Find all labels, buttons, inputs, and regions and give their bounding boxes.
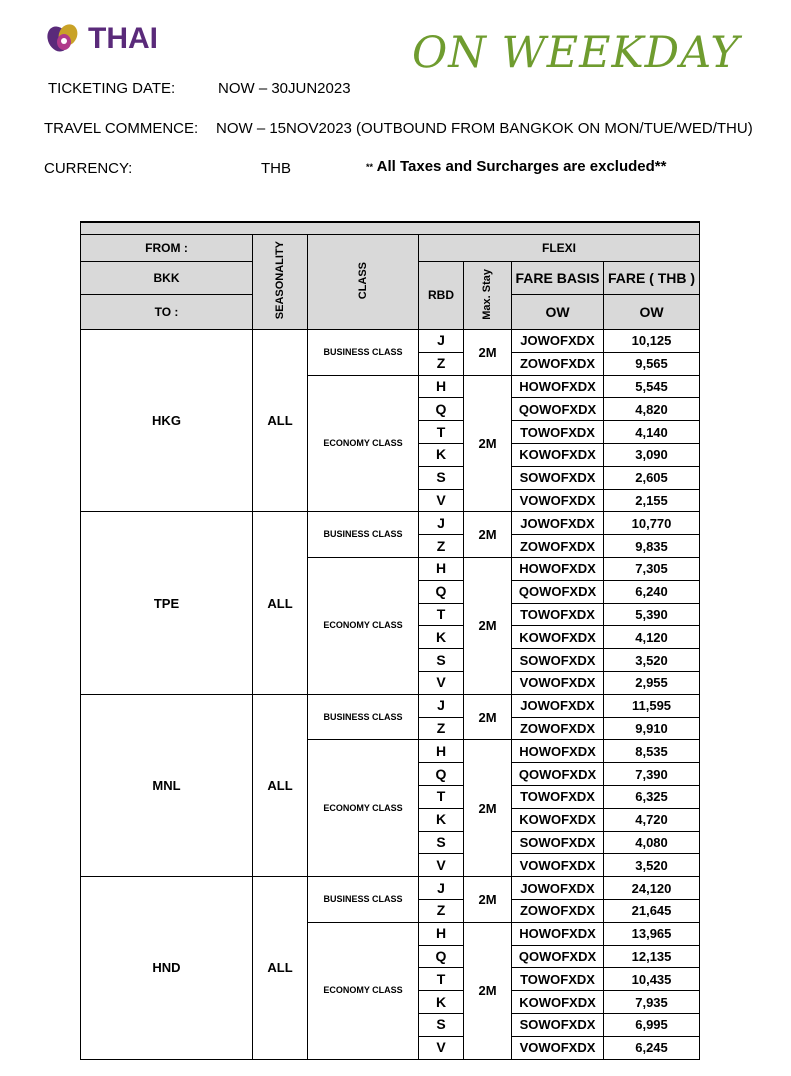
fare-amount: 10,435: [604, 968, 700, 991]
fare-basis-code: ZOWOFXDX: [512, 899, 604, 922]
fare-amount: 21,645: [604, 899, 700, 922]
fare-basis-code: QOWOFXDX: [512, 398, 604, 421]
table-row: [81, 877, 700, 900]
fare-amount: 2,605: [604, 466, 700, 489]
max-stay-value: 2M: [464, 557, 512, 694]
max-stay-value: 2M: [464, 740, 512, 877]
thai-logo: [46, 22, 158, 56]
rbd-code: H: [419, 740, 464, 763]
fare-basis-code: QOWOFXDX: [512, 945, 604, 968]
rbd-label: RBD: [419, 262, 464, 330]
seasonality-header: [253, 235, 308, 330]
class-name: BUSINESS CLASS: [308, 512, 419, 558]
fare-amount: 9,835: [604, 535, 700, 558]
max-stay-value: 2M: [464, 375, 512, 512]
logo-text: THAI: [88, 22, 158, 55]
seasonality-label: SEASONALITY: [273, 241, 286, 320]
seasonality-value: ALL: [253, 330, 308, 512]
rbd-code: T: [419, 968, 464, 991]
rbd-code: J: [419, 694, 464, 717]
class-name: ECONOMY CLASS: [308, 740, 419, 877]
rbd-code: Z: [419, 535, 464, 558]
fare-amount: 8,535: [604, 740, 700, 763]
fare-amount: 6,995: [604, 1013, 700, 1036]
fare-amount: 6,240: [604, 580, 700, 603]
fare-amount: 3,520: [604, 854, 700, 877]
rbd-code: H: [419, 375, 464, 398]
rbd-code: Z: [419, 717, 464, 740]
tax-note-text: All Taxes and Surcharges are excluded**: [373, 158, 667, 175]
ticketing-date-label: TICKETING DATE:: [48, 80, 176, 97]
fare-amount: 9,565: [604, 352, 700, 375]
fare-basis-code: JOWOFXDX: [512, 877, 604, 900]
fare-amount: 2,955: [604, 671, 700, 694]
ow-label-basis: OW: [512, 295, 604, 330]
class-header: [308, 235, 419, 330]
currency-value: THB: [261, 160, 291, 177]
max-stay-value: 2M: [464, 922, 512, 1059]
rbd-code: V: [419, 1036, 464, 1059]
class-name: BUSINESS CLASS: [308, 330, 419, 376]
fare-amount: 4,080: [604, 831, 700, 854]
fare-basis-code: JOWOFXDX: [512, 694, 604, 717]
rbd-code: Q: [419, 945, 464, 968]
seasonality-value: ALL: [253, 512, 308, 694]
fare-amount: 13,965: [604, 922, 700, 945]
fare-basis-code: KOWOFXDX: [512, 443, 604, 466]
fare-amount: 10,770: [604, 512, 700, 535]
fare-amount: 6,325: [604, 785, 700, 808]
class-name: ECONOMY CLASS: [308, 922, 419, 1059]
max-stay-value: 2M: [464, 512, 512, 558]
rbd-code: T: [419, 421, 464, 444]
rbd-code: Q: [419, 580, 464, 603]
currency-label: CURRENCY:: [44, 160, 133, 177]
fare-basis-code: ZOWOFXDX: [512, 717, 604, 740]
destination-code: HND: [81, 877, 253, 1059]
rbd-code: S: [419, 466, 464, 489]
rbd-code: Q: [419, 398, 464, 421]
class-name: BUSINESS CLASS: [308, 877, 419, 923]
fare-amount: 24,120: [604, 877, 700, 900]
tax-note: [366, 158, 666, 175]
rbd-code: J: [419, 877, 464, 900]
destination-code: HKG: [81, 330, 253, 512]
fare-amount: 7,305: [604, 557, 700, 580]
fare-amount: 7,390: [604, 763, 700, 786]
table-row: [81, 330, 700, 353]
max-stay-label: Max. Stay: [481, 268, 493, 320]
destination-code: TPE: [81, 512, 253, 694]
fare-basis-code: SOWOFXDX: [512, 649, 604, 672]
fare-amount: 4,820: [604, 398, 700, 421]
rbd-code: K: [419, 808, 464, 831]
rbd-code: V: [419, 489, 464, 512]
seasonality-value: ALL: [253, 694, 308, 876]
seasonality-value: ALL: [253, 877, 308, 1059]
fare-basis-code: VOWOFXDX: [512, 671, 604, 694]
rbd-code: K: [419, 443, 464, 466]
rbd-code: H: [419, 557, 464, 580]
from-label: FROM :: [81, 235, 253, 262]
fare-basis-code: SOWOFXDX: [512, 466, 604, 489]
fare-basis-label: FARE BASIS: [512, 262, 604, 295]
fare-basis-code: SOWOFXDX: [512, 831, 604, 854]
table-row: [81, 694, 700, 717]
rbd-code: Z: [419, 352, 464, 375]
fare-basis-code: HOWOFXDX: [512, 557, 604, 580]
rbd-code: J: [419, 330, 464, 353]
rbd-code: T: [419, 785, 464, 808]
fare-basis-code: SOWOFXDX: [512, 1013, 604, 1036]
fare-amount: 4,720: [604, 808, 700, 831]
fare-basis-code: VOWOFXDX: [512, 854, 604, 877]
rbd-code: S: [419, 831, 464, 854]
class-label: CLASS: [356, 261, 369, 300]
table-row: [81, 512, 700, 535]
fare-basis-code: QOWOFXDX: [512, 580, 604, 603]
fare-basis-code: VOWOFXDX: [512, 489, 604, 512]
fare-amount: 3,090: [604, 443, 700, 466]
fare-basis-code: HOWOFXDX: [512, 740, 604, 763]
fare-amount: 10,125: [604, 330, 700, 353]
travel-commence-label: TRAVEL COMMENCE:: [44, 120, 199, 137]
class-name: ECONOMY CLASS: [308, 375, 419, 512]
fare-basis-code: VOWOFXDX: [512, 1036, 604, 1059]
fare-amount: 12,135: [604, 945, 700, 968]
table-top-bar: [81, 222, 700, 235]
fare-amount: 3,520: [604, 649, 700, 672]
rbd-code: V: [419, 671, 464, 694]
rbd-code: J: [419, 512, 464, 535]
fare-basis-code: TOWOFXDX: [512, 603, 604, 626]
ticketing-date-value: NOW – 30JUN2023: [218, 80, 351, 97]
fare-basis-code: TOWOFXDX: [512, 421, 604, 444]
rbd-code: K: [419, 991, 464, 1014]
fare-basis-code: KOWOFXDX: [512, 626, 604, 649]
rbd-code: Z: [419, 899, 464, 922]
origin-code: BKK: [81, 262, 253, 295]
fare-basis-code: JOWOFXDX: [512, 512, 604, 535]
fare-basis-code: TOWOFXDX: [512, 968, 604, 991]
fare-thb-label: FARE ( THB ): [604, 262, 700, 295]
fare-basis-code: KOWOFXDX: [512, 808, 604, 831]
fare-basis-code: QOWOFXDX: [512, 763, 604, 786]
fare-amount: 7,935: [604, 991, 700, 1014]
fare-table: [80, 221, 700, 1060]
rbd-code: V: [419, 854, 464, 877]
fare-basis-code: HOWOFXDX: [512, 922, 604, 945]
destination-code: MNL: [81, 694, 253, 876]
class-name: ECONOMY CLASS: [308, 557, 419, 694]
header-row-1: [81, 235, 700, 262]
ow-label-fare: OW: [604, 295, 700, 330]
flexi-label: FLEXI: [419, 235, 700, 262]
fare-amount: 11,595: [604, 694, 700, 717]
fare-amount: 4,120: [604, 626, 700, 649]
to-label: TO :: [81, 295, 253, 330]
thai-orchid-logo-icon: [46, 22, 86, 56]
fare-amount: 2,155: [604, 489, 700, 512]
rbd-code: H: [419, 922, 464, 945]
fare-basis-code: JOWOFXDX: [512, 330, 604, 353]
fare-amount: 6,245: [604, 1036, 700, 1059]
fare-amount: 9,910: [604, 717, 700, 740]
rbd-code: Q: [419, 763, 464, 786]
headline: ON WEEKDAY: [412, 28, 740, 78]
fare-amount: 4,140: [604, 421, 700, 444]
max-stay-header: [464, 262, 512, 330]
fare-basis-code: HOWOFXDX: [512, 375, 604, 398]
max-stay-value: 2M: [464, 877, 512, 923]
fare-basis-code: ZOWOFXDX: [512, 535, 604, 558]
class-name: BUSINESS CLASS: [308, 694, 419, 740]
fare-basis-code: TOWOFXDX: [512, 785, 604, 808]
rbd-code: K: [419, 626, 464, 649]
fare-basis-code: ZOWOFXDX: [512, 352, 604, 375]
rbd-code: T: [419, 603, 464, 626]
max-stay-value: 2M: [464, 330, 512, 376]
rbd-code: S: [419, 649, 464, 672]
travel-commence-value: NOW – 15NOV2023 (OUTBOUND FROM BANGKOK ON MON/TUE/WED/THU): [216, 120, 753, 137]
max-stay-value: 2M: [464, 694, 512, 740]
fare-amount: 5,545: [604, 375, 700, 398]
rbd-code: S: [419, 1013, 464, 1036]
tax-note-prefix: **: [366, 162, 374, 173]
fare-amount: 5,390: [604, 603, 700, 626]
fare-basis-code: KOWOFXDX: [512, 991, 604, 1014]
